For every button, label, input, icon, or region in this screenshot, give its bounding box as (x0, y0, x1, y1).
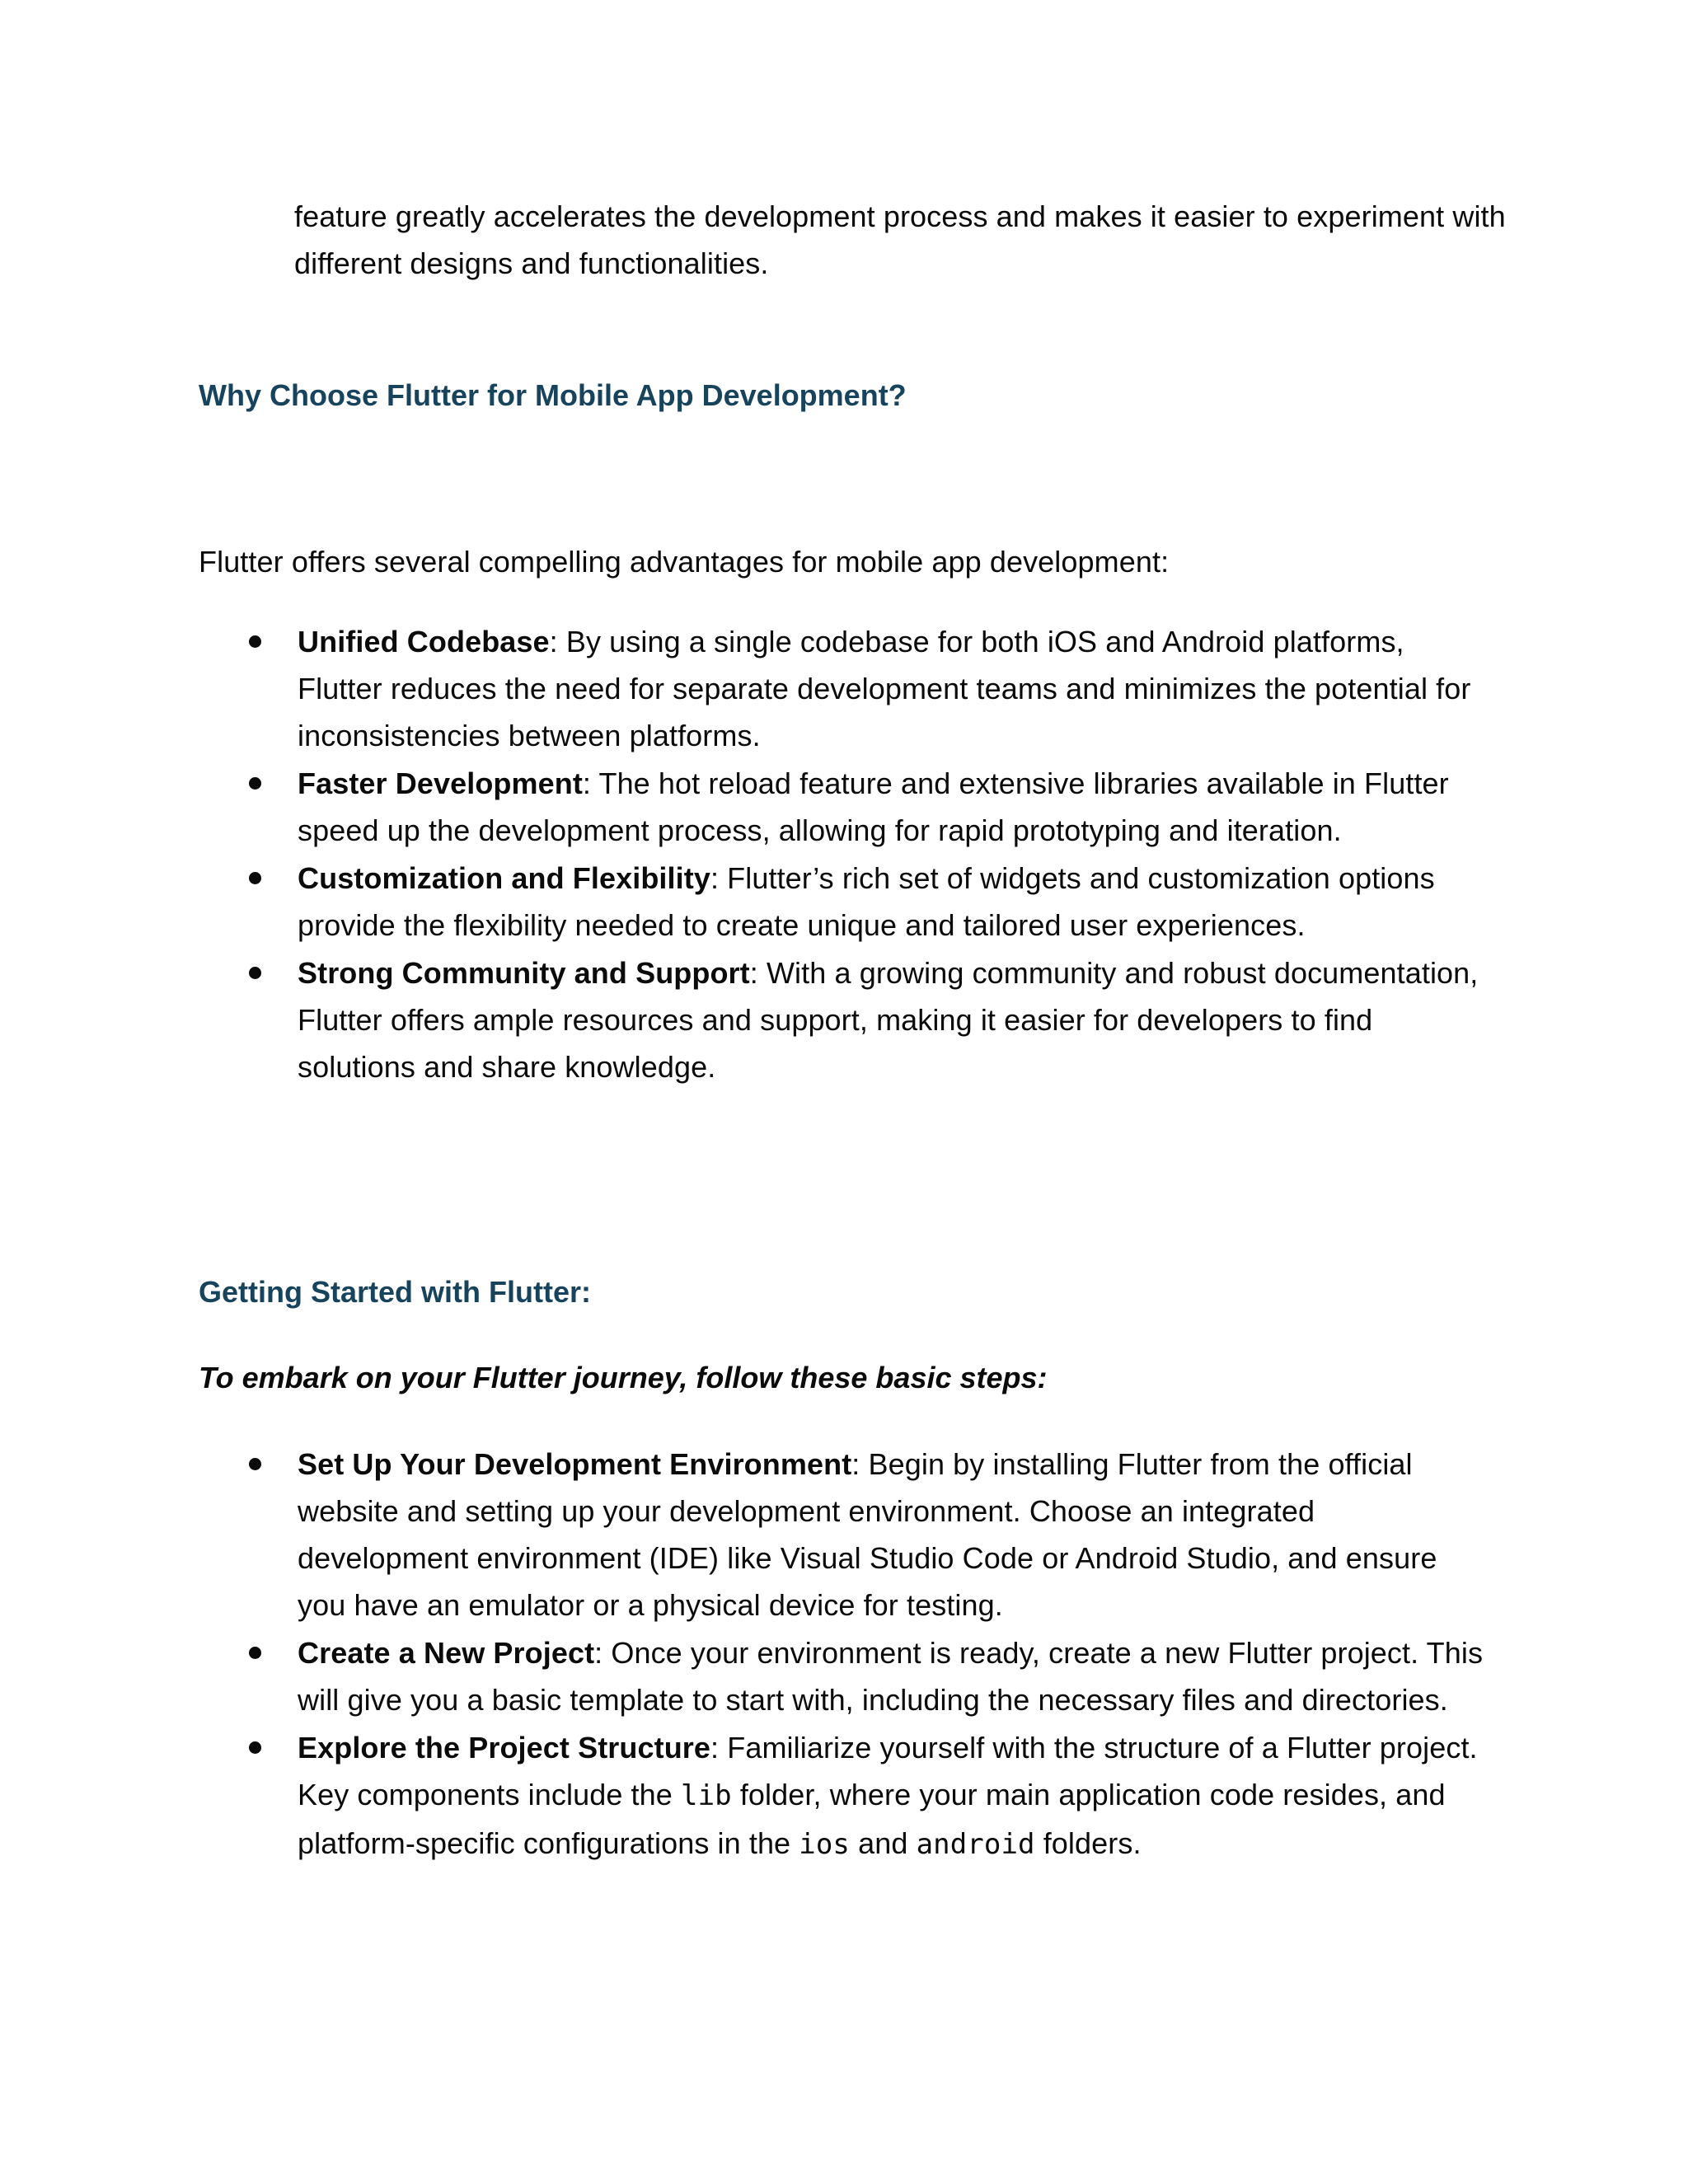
list-item-term: Strong Community and Support (298, 956, 750, 990)
list-item (0, 949, 1688, 1090)
continuation-paragraph: feature greatly accelerates the development process and makes it easier to experiment with different designs and functionalities. (294, 199, 1506, 280)
code-lib: lib (681, 1779, 732, 1812)
heading-getting-started: Getting Started with Flutter: (199, 1275, 591, 1309)
bullet-icon (249, 1458, 261, 1470)
list-item (0, 1724, 1688, 1868)
bullet-icon (249, 1647, 261, 1659)
list-item-term: Explore the Project Structure (298, 1731, 711, 1765)
list-item-term: Create a New Project (298, 1636, 595, 1670)
list-item-text: : Begin by installing Flutter from the official website and setting up your development environment. Choose an integrated development environment (IDE) like Visual Studio Code or Android Studio, and ensure you have an emulator or a physical device for testing. (298, 1447, 1437, 1622)
list-item-term: Customization and Flexibility (298, 861, 710, 895)
steps-list (0, 1441, 1688, 1869)
list-item-text: folder, where your main application code resides, and platform-specific configurations in the (298, 1778, 1446, 1860)
getting-started-intro: To embark on your Flutter journey, follow these basic steps: (199, 1361, 1048, 1394)
heading-why-choose-flutter: Why Choose Flutter for Mobile App Development? (199, 378, 907, 412)
list-item-text: : The hot reload feature and extensive libraries available in Flutter speed up the development process, allowing for rapid prototyping and iteration. (298, 766, 1449, 847)
bullet-icon (249, 777, 261, 790)
code-ios: ios (799, 1828, 851, 1861)
bullet-icon (249, 872, 261, 884)
bullet-icon (249, 635, 261, 648)
list-item (0, 1629, 1688, 1723)
list-item-text: : Familiarize yourself with the structure of a Flutter project. Key components include the (298, 1731, 1478, 1811)
bullet-icon (249, 1741, 261, 1754)
list-item (0, 760, 1688, 854)
list-item (0, 618, 1688, 759)
list-item-text: : With a growing community and robust documentation, Flutter offers ample resources and support, making it easier for developers to find solutions and share knowledge. (298, 956, 1479, 1084)
list-item-text: : By using a single codebase for both iOS and Android platforms, Flutter reduces the need for separate development teams and minimizes the potential for inconsistencies between platforms. (298, 625, 1471, 752)
list-item-term: Set Up Your Development Environment (298, 1447, 852, 1481)
list-item-text: and (850, 1826, 917, 1860)
list-item-text: folders. (1034, 1826, 1142, 1860)
advantages-list (0, 618, 1688, 1091)
list-item-term: Faster Development (298, 766, 583, 800)
list-item-term: Unified Codebase (298, 625, 550, 658)
code-android: android (916, 1828, 1035, 1861)
bullet-icon (249, 967, 261, 979)
why-intro-paragraph: Flutter offers several compelling advantages for mobile app development: (199, 545, 1170, 579)
list-item-text: : Flutter’s rich set of widgets and customization options provide the flexibility needed to create unique and tailored user experiences. (298, 861, 1435, 942)
list-item (0, 1441, 1688, 1629)
list-item (0, 855, 1688, 949)
list-item-text: : Once your environment is ready, create a new Flutter project. This will give you a basic template to start with, including the necessary files and directories. (298, 1636, 1484, 1717)
